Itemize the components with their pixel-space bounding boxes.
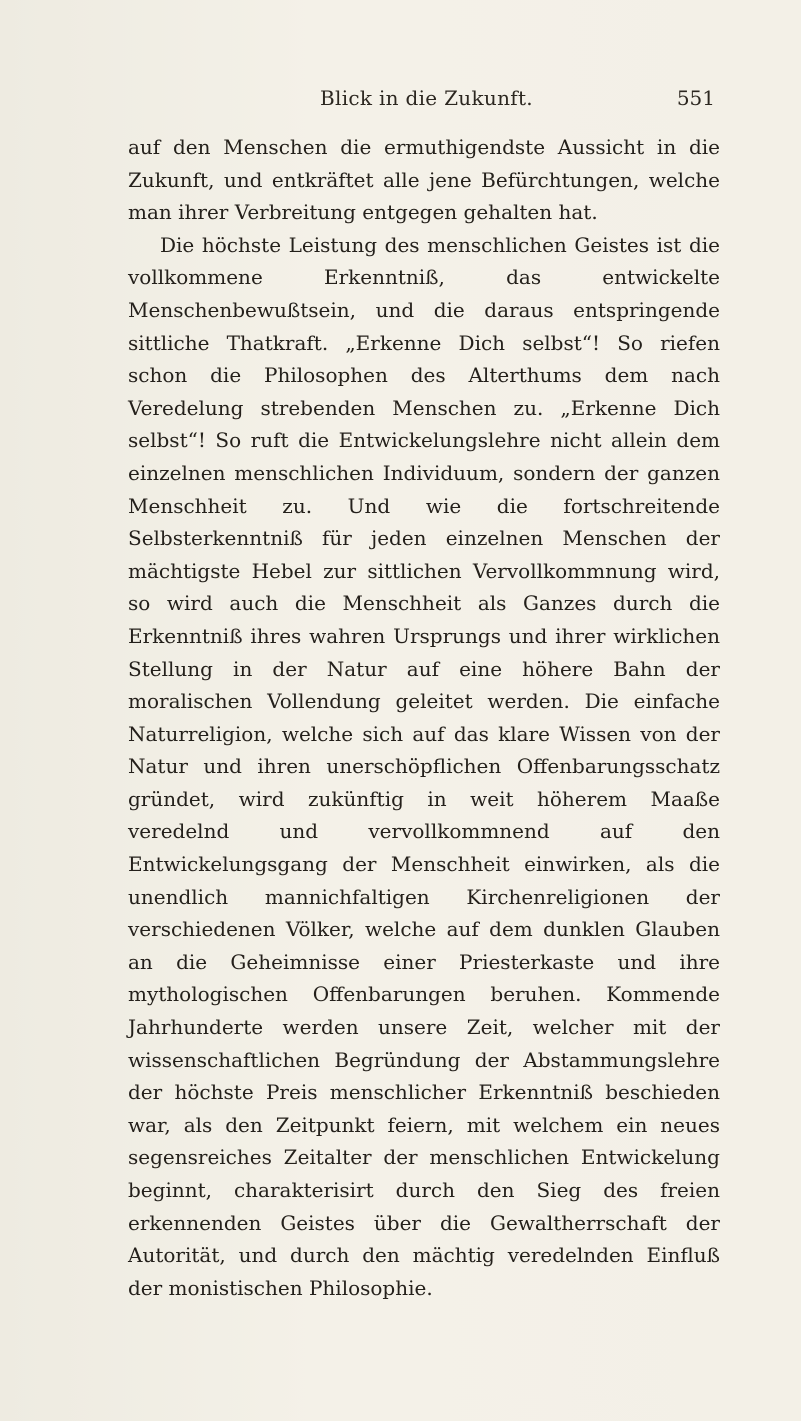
body-text xyxy=(128,131,720,1304)
paragraph-continued: auf den Menschen die ermuthigendste Aussicht in die Zukunft, und entkräftet alle jene Befürchtungen, welche man ihrer Verbreitung entgegen gehalten hat. xyxy=(128,135,720,225)
running-title: Blick in die Zukunft. xyxy=(320,86,533,110)
page-number: 551 xyxy=(676,86,715,110)
paragraph-main: Die höchste Leistung des menschlichen Geistes ist die vollkommene Erkenntniß, das entwickelte Menschenbewußtsein, und die daraus entspringende sittliche Thatkraft. „Erkenne Dich selbst“! So riefen schon die Philosophen des Alterthums dem nach Veredelung strebenden Menschen zu. „Erkenne Dich selbst“! So ruft die Entwickelungslehre nicht allein dem einzelnen menschlichen Individuum, sondern der ganzen Menschheit zu. Und wie die fortschreitende Selbsterkenntniß für jeden einzelnen Menschen der mächtigste Hebel zur sittlichen Vervollkommnung wird, so wird auch die Menschheit als Ganzes durch die Erkenntniß ihres wahren Ursprungs und ihrer wirklichen Stellung in der Natur auf eine höhere Bahn der moralischen Vollendung geleitet werden. Die einfache Naturreligion, welche sich auf das klare Wissen von der Natur und ihren unerschöpflichen Offenbarungsschatz gründet, wird zukünftig in weit höherem Maaße veredelnd und vervollkommnend auf den Entwickelungsgang der Menschheit einwirken, als die unendlich mannichfaltigen Kirchenreligionen der verschiedenen Völker, welche auf dem dunklen Glauben an die Geheimnisse einer Priesterkaste und ihre mythologischen Offenbarungen beruhen. Kommende Jahrhunderte werden unsere Zeit, welcher mit der wissenschaftlichen Begründung der Abstammungslehre der höchste Preis menschlicher Erkenntniß beschieden war, als den Zeitpunkt feiern, mit welchem ein neues segensreiches Zeitalter der menschlichen Entwickelung beginnt, charakterisirt durch den Sieg des freien erkennenden Geistes über die Gewaltherrschaft der Autorität, und durch den mächtig veredelnden Einfluß der monistischen Philosophie. xyxy=(128,232,720,1300)
running-head xyxy=(170,86,715,118)
